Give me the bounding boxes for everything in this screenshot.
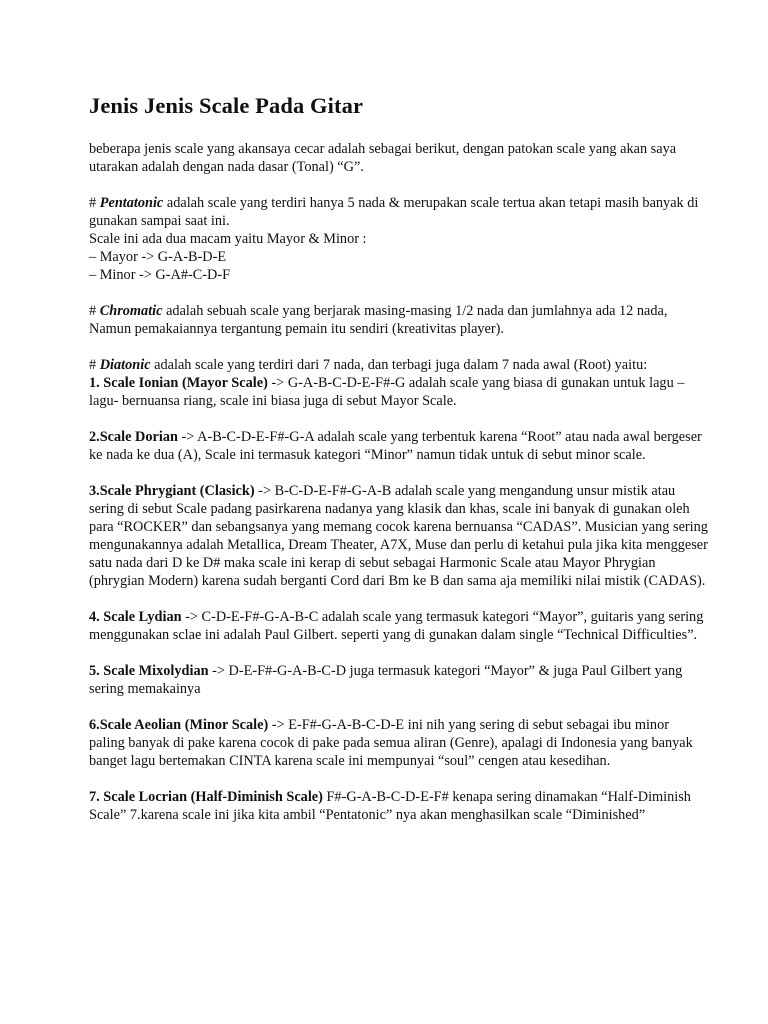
pentatonic-mayor: – Mayor -> G-A-B-D-E [89, 249, 227, 265]
document-title: Jenis Jenis Scale Pada Gitar [89, 93, 364, 118]
chromatic-paragraph: # Chromatic adalah sebuah scale yang berjarak masing-masing 1/2 nada dan jumlahnya ada 12 nada, Namun pemakaiannya tergantung pemain itu sendiri (kreativitas player). [89, 303, 668, 337]
spacer [89, 590, 708, 608]
diatonic-term: Diatonic [99, 357, 151, 373]
scale-name: 1. Scale Ionian (Mayor Scale) [89, 375, 268, 391]
scale-name: 6.Scale Aeolian (Minor Scale) [89, 717, 269, 733]
spacer [89, 176, 708, 194]
diatonic-paragraph: # Diatonic adalah scale yang terdiri dari 7 nada, dan terbagi juga dalam 7 nada awal (Root) yaitu: [89, 357, 648, 373]
intro-paragraph: beberapa jenis scale yang akansaya cecar adalah sebagai berikut, dengan patokan scale yang akan saya utarakan adalah dengan nada dasar (Tonal) “G”. [89, 141, 677, 175]
spacer [89, 698, 708, 716]
pentatonic-paragraph: # Pentatonic adalah scale yang terdiri hanya 5 nada & merupakan scale tertua akan tetapi masih banyak di gunakan sampai saat ini. [89, 195, 699, 229]
pentatonic-term: Pentatonic [99, 195, 164, 211]
pentatonic-minor: – Minor -> G-A#-C-D-F [89, 267, 231, 283]
spacer [89, 644, 708, 662]
spacer [89, 338, 708, 356]
scale-locrian: 7. Scale Locrian (Half-Diminish Scale) F#-G-A-B-C-D-E-F# kenapa sering dinamakan “Half-Diminish Scale” 7.karena scale ini jika kita ambil “Pentatonic” nya akan menghasilkan scale “Diminished” [89, 789, 691, 823]
scale-name: 5. Scale Mixolydian [89, 663, 209, 679]
spacer [89, 284, 708, 302]
scale-mixolydian: 5. Scale Mixolydian -> D-E-F#-G-A-B-C-D juga termasuk kategori “Mayor” & juga Paul Gilbert yang sering memakainya [89, 663, 683, 697]
chromatic-term: Chromatic [99, 303, 163, 319]
scale-dorian: 2.Scale Dorian -> A-B-C-D-E-F#-G-A adalah scale yang terbentuk karena “Root” atau nada awal bergeser ke nada ke dua (A), Scale ini termasuk kategori “Minor” namun tidak untuk di sebut minor scale. [89, 429, 702, 463]
spacer [89, 410, 708, 428]
pentatonic-types-line: Scale ini ada dua macam yaitu Mayor & Minor : [89, 231, 367, 247]
scale-aeolian: 6.Scale Aeolian (Minor Scale) -> E-F#-G-A-B-C-D-E ini nih yang sering di sebut sebagai ibu minor paling banyak di pake karena cocok di pake pada semua aliran (Genre), apalagi di Indonesia yang banyak banget lagu bertemakan CINTA karena scale ini mempunyai “soul” cengen atau kesedihan. [89, 717, 693, 769]
scale-phrygiant: 3.Scale Phrygiant (Clasick) -> B-C-D-E-F#-G-A-B adalah scale yang mengandung unsur mistik atau sering di sebut Scale padang pasirkarena nadanya yang klasik dan khas, scale ini banyak di gunakan oleh para “ROCKER” dan sebangsanya yang memang cocok karena bernuansa “CADAS”. Musician yang sering mengunakannya adalah Metallica, Dream Theater, A7X, Muse dan perlu di ketahui pula jika kita menggeser satu nada dari D ke D# maka scale ini kerap di sebut sebagai Harmonic Scale atau Mayor Phrygian (phrygian Modern) karena sudah berganti Cord dari Bm ke B dan sama aja memiliki nilai mistik (CADAS). [89, 483, 708, 589]
scale-name: 4. Scale Lydian [89, 609, 182, 625]
scale-name: 2.Scale Dorian [89, 429, 178, 445]
spacer [89, 464, 708, 482]
scale-name: 3.Scale Phrygiant (Clasick) [89, 483, 255, 499]
scale-name: 7. Scale Locrian (Half-Diminish Scale) [89, 789, 323, 805]
scale-lydian: 4. Scale Lydian -> C-D-E-F#-G-A-B-C adalah scale yang termasuk kategori “Mayor”, guitaris yang sering menggunakan sclae ini adalah Paul Gilbert. seperti yang di gunakan dalam single “Technical Difficulties”. [89, 609, 704, 643]
spacer [89, 770, 708, 788]
scale-ionian: 1. Scale Ionian (Mayor Scale) -> G-A-B-C-D-E-F#-G adalah scale yang biasa di gunakan untuk lagu – lagu- bernuansa riang, scale ini biasa juga di sebut Mayor Scale. [89, 375, 685, 409]
